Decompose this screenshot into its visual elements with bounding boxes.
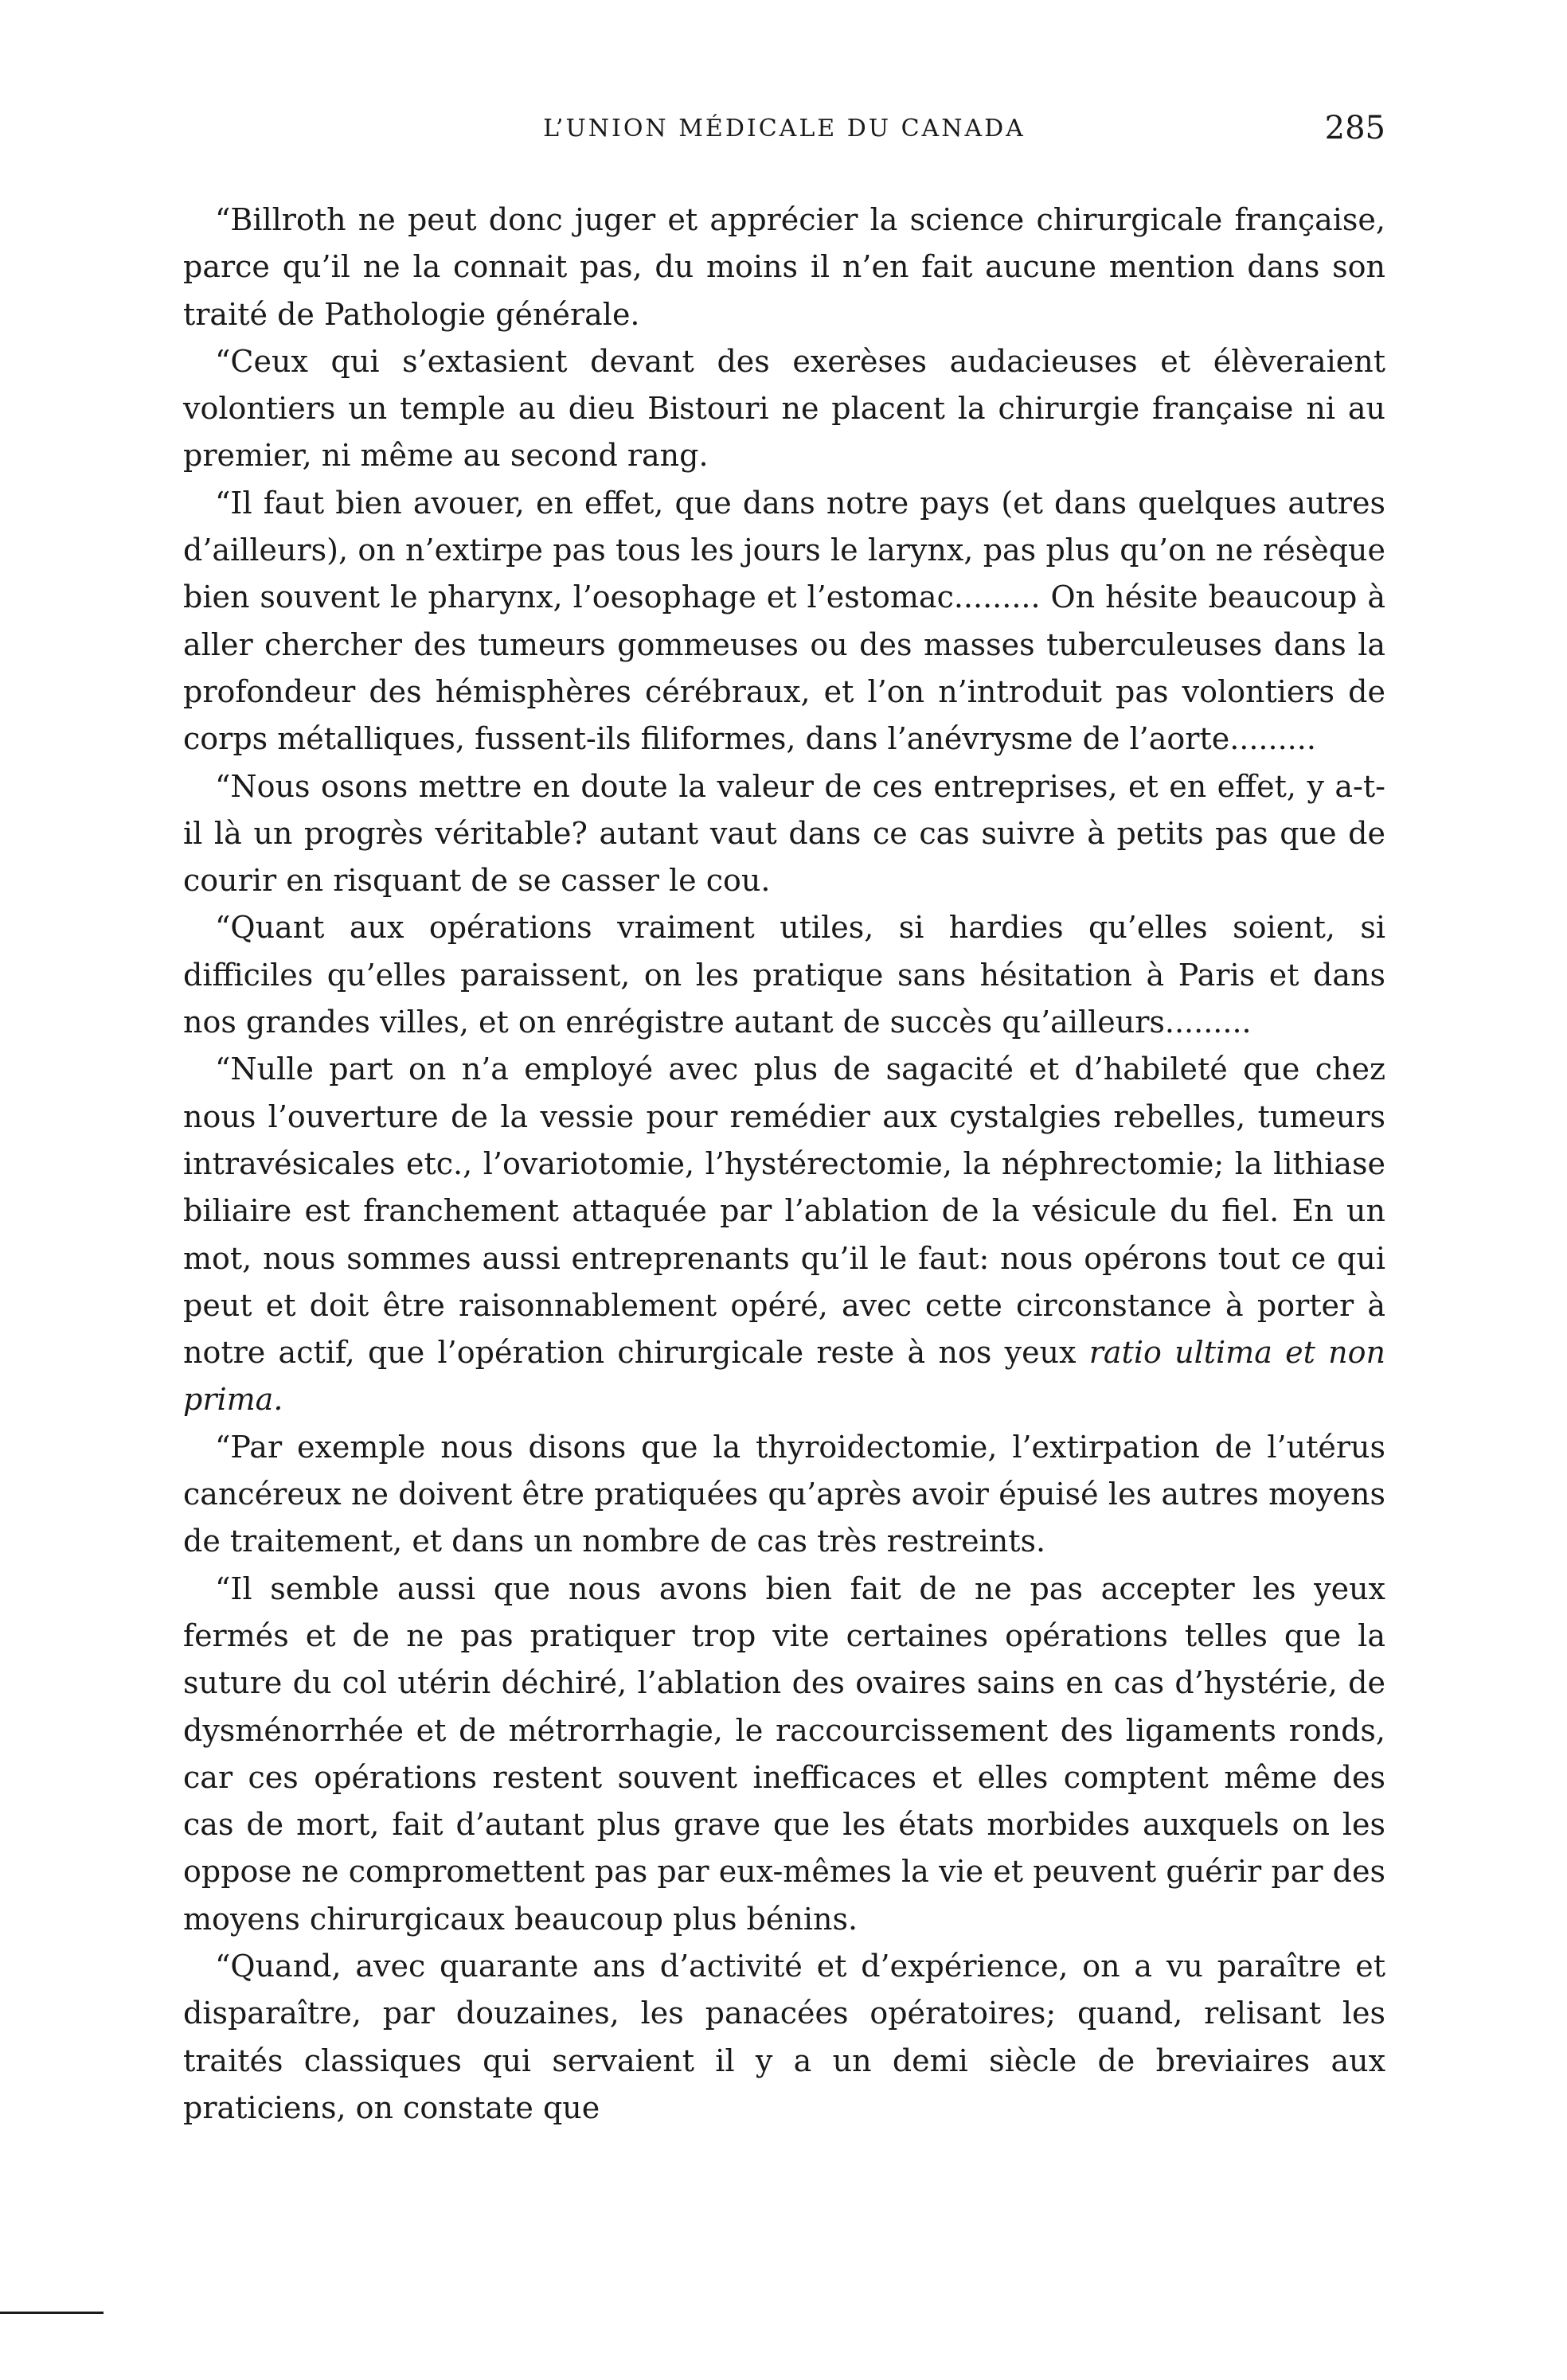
paragraph: “Par exemple nous disons que la thyroidectomie, l’extirpation de l’utérus cancéreux ne doivent être pratiquées qu’après avoir épuisé les autres moyens de traitement, et dans un nombre de cas très restreints. bbox=[183, 1429, 1385, 1559]
page-header bbox=[183, 110, 1385, 158]
page-number: 285 bbox=[1324, 110, 1385, 146]
paragraph: “Il semble aussi que nous avons bien fait de ne pas accepter les yeux fermés et de ne pas pratiquer trop vite certaines opérations telles que la suture du col utérin déchiré, l’ablation des ovaires sains en cas d’hystérie, de dysménorrhée et de métrorrhagie, le raccourcissement des ligaments ronds, car ces opérations restent souvent inefficaces et elles comptent même des cas de mort, fait d’autant plus grave que les états morbides auxquels on les oppose ne compromettent pas par eux-mêmes la vie et peuvent guérir par des moyens chirurgicaux beaucoup plus bénins. bbox=[183, 1570, 1385, 1937]
paragraph: “Quant aux opérations vraiment utiles, si hardies qu’elles soient, si difficiles qu’elles paraissent, on les pratique sans hésitation à Paris et dans nos grandes villes, et on enrégistre autant de succès qu’ailleurs......... bbox=[183, 910, 1385, 1040]
body-text bbox=[183, 197, 1385, 2132]
paragraph: “Quand, avec quarante ans d’activité et d’expérience, on a vu paraître et disparaître, par douzaines, les panacées opératoires; quand, relisant les traités classiques qui servaient il y a un demi siècle de breviaires aux praticiens, on constate que bbox=[183, 1948, 1385, 2125]
paragraph-text: “Nulle part on n’a employé avec plus de sagacité et d’habileté que chez nous l’ouverture de la vessie pour remédier aux cystalgies rebelles, tumeurs intravésicales etc., l’ovariotomie, l’hystérectomie, la néphrectomie; la lithiase biliaire est franchement attaquée par l’ablation de la vésicule du fiel. En un mot, nous sommes aussi entreprenants qu’il le faut: nous opérons tout ce qui peut et doit être raisonnablement opéré, avec cette circonstance à porter à notre actif, que l’opération chirurgicale reste à nos yeux bbox=[183, 1051, 1385, 1371]
paragraph: “Ceux qui s’extasient devant des exerèses audacieuses et élèveraient volontiers un temple au dieu Bistouri ne placent la chirurgie française ni au premier, ni même au second rang. bbox=[183, 343, 1385, 474]
italic-phrase: ratio ultima et non prima. bbox=[183, 1335, 1385, 1418]
footer-rule bbox=[0, 2312, 104, 2314]
paragraph: “Nous osons mettre en doute la valeur de ces entreprises, et en effet, y a-t-il là un progrès véritable? autant vaut dans ce cas suivre à petits pas que de courir en risquant de se casser le cou. bbox=[183, 768, 1385, 899]
paragraph: “Il faut bien avouer, en effet, que dans notre pays (et dans quelques autres d’ailleurs), on n’extirpe pas tous les jours le larynx, pas plus qu’on ne résèque bien souvent le pharynx, l’oesophage et l’estomac......... On hésite beaucoup à aller chercher des tumeurs gommeuses ou des masses tuberculeuses dans la profondeur des hémisphères cérébraux, et l’on n’introduit pas volontiers de corps métalliques, fussent-ils filiformes, dans l’anévrysme de l’aorte......... bbox=[183, 485, 1385, 757]
paragraph bbox=[183, 1046, 1385, 1423]
running-title: L’UNION MÉDICALE DU CANADA bbox=[543, 115, 1026, 142]
paragraph: “Billroth ne peut donc juger et apprécier la science chirurgicale française, parce qu’il ne la connait pas, du moins il n’en fait aucune mention dans son traité de Pathologie générale. bbox=[183, 202, 1385, 332]
